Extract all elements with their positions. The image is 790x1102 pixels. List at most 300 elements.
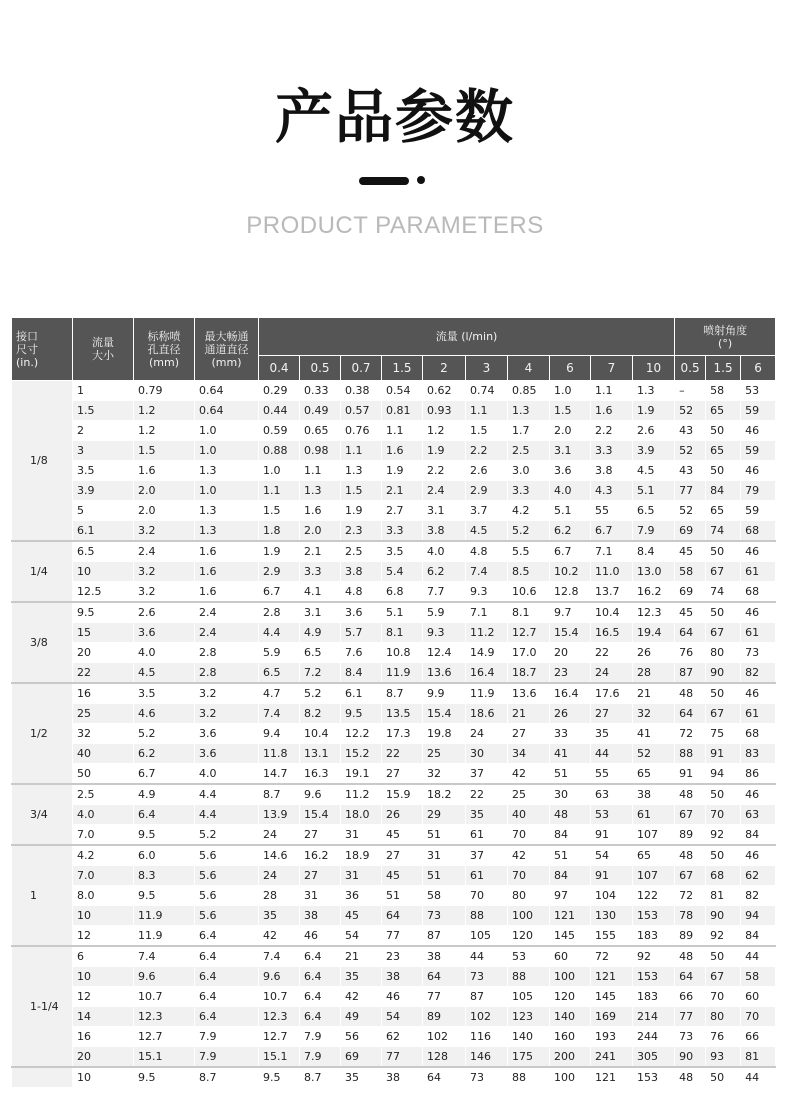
table-cell: 5.9: [259, 643, 300, 663]
table-cell: 16: [73, 683, 134, 704]
table-cell: 88: [675, 744, 706, 764]
table-cell: 140: [550, 1007, 591, 1027]
table-cell: 10: [73, 562, 134, 582]
table-cell: 8.4: [633, 541, 675, 562]
table-row: [12, 461, 776, 481]
table-cell: 29: [423, 805, 466, 825]
table-cell: 63: [741, 805, 776, 825]
table-cell: 77: [675, 481, 706, 501]
page-title: 产品参数: [274, 83, 515, 151]
table-cell: 2.3: [341, 521, 382, 542]
table-row: [12, 1007, 776, 1027]
table-cell: 74: [706, 582, 741, 603]
table-cell: 1.3: [300, 481, 341, 501]
table-cell: 35: [341, 1067, 382, 1088]
table-cell: 50: [706, 683, 741, 704]
size-cell: 1-1/4: [12, 946, 73, 1067]
table-cell: 58: [706, 381, 741, 401]
table-cell: 0.88: [259, 441, 300, 461]
table-cell: 0.54: [382, 381, 423, 401]
table-cell: 69: [675, 582, 706, 603]
table-cell: 13.7: [591, 582, 633, 603]
header-nominal-orifice-text: 标称喷 孔直径 (mm): [147, 329, 181, 369]
table-cell: 87: [423, 926, 466, 947]
table-cell: 8.3: [134, 866, 195, 886]
table-cell: 6: [73, 946, 134, 967]
header-size: [12, 318, 73, 381]
table-cell: 45: [675, 602, 706, 623]
table-row: [12, 562, 776, 582]
table-cell: 58: [423, 886, 466, 906]
table-cell: 73: [423, 906, 466, 926]
table-cell: 10.7: [134, 987, 195, 1007]
table-cell: 40: [73, 744, 134, 764]
table-cell: 1.6: [195, 541, 259, 562]
table-cell: 1.3: [195, 501, 259, 521]
table-cell: 3: [73, 441, 134, 461]
table-cell: 2.0: [134, 481, 195, 501]
table-cell: 17.0: [508, 643, 550, 663]
table-cell: 6.5: [259, 663, 300, 684]
table-cell: 46: [741, 683, 776, 704]
table-cell: 2.8: [259, 602, 300, 623]
table-cell: 145: [591, 987, 633, 1007]
table-cell: 60: [741, 987, 776, 1007]
table-cell: 18.6: [466, 704, 508, 724]
table-cell: 43: [675, 461, 706, 481]
table-cell: 44: [741, 1067, 776, 1088]
table-cell: 1.0: [550, 381, 591, 401]
table-cell: 6.4: [195, 926, 259, 947]
table-cell: 27: [300, 866, 341, 886]
table-cell: 78: [675, 906, 706, 926]
table-row: [12, 744, 776, 764]
table-cell: 51: [423, 866, 466, 886]
table-cell: 7.9: [300, 1027, 341, 1047]
table-cell: 69: [341, 1047, 382, 1068]
table-cell: 91: [591, 866, 633, 886]
table-row: [12, 602, 776, 623]
table-cell: 10.2: [550, 562, 591, 582]
table-cell: 4.0: [73, 805, 134, 825]
table-cell: 90: [706, 906, 741, 926]
table-cell: 1.6: [300, 501, 341, 521]
table-cell: 91: [675, 764, 706, 785]
table-cell: 50: [706, 421, 741, 441]
table-cell: 9.5: [134, 1067, 195, 1088]
table-cell: 6.7: [134, 764, 195, 785]
table-cell: 90: [706, 663, 741, 684]
table-cell: 5.2: [508, 521, 550, 542]
table-cell: 66: [675, 987, 706, 1007]
table-cell: 22: [466, 784, 508, 805]
table-cell: 140: [508, 1027, 550, 1047]
table-cell: 46: [741, 541, 776, 562]
table-cell: 9.7: [550, 602, 591, 623]
table-cell: 50: [706, 784, 741, 805]
table-cell: 6.4: [300, 946, 341, 967]
table-cell: 5.2: [300, 683, 341, 704]
table-cell: 35: [259, 906, 300, 926]
table-cell: 31: [341, 866, 382, 886]
table-cell: 40: [508, 805, 550, 825]
table-cell: 46: [300, 926, 341, 947]
table-cell: 9.4: [259, 724, 300, 744]
table-cell: 1.1: [259, 481, 300, 501]
table-cell: 18.9: [341, 845, 382, 866]
table-cell: 26: [382, 805, 423, 825]
table-cell: 6.5: [73, 541, 134, 562]
header-pressure-9: 10: [633, 356, 675, 381]
table-cell: 87: [466, 987, 508, 1007]
table-cell: 3.8: [423, 521, 466, 542]
table-cell: 6.2: [134, 744, 195, 764]
table-cell: 1.6: [591, 401, 633, 421]
table-cell: 0.76: [341, 421, 382, 441]
table-cell: –: [675, 381, 706, 401]
size-cell: 3/4: [12, 784, 73, 845]
table-row: [12, 886, 776, 906]
table-cell: 24: [466, 724, 508, 744]
table-cell: 3.6: [134, 623, 195, 643]
table-cell: 46: [741, 845, 776, 866]
table-cell: 42: [508, 845, 550, 866]
table-cell: 4.5: [633, 461, 675, 481]
table-cell: 68: [706, 866, 741, 886]
table-cell: 14: [73, 1007, 134, 1027]
table-cell: 64: [423, 967, 466, 987]
table-cell: 68: [741, 724, 776, 744]
table-row: [12, 866, 776, 886]
table-cell: 2.2: [591, 421, 633, 441]
table-cell: 2.8: [195, 643, 259, 663]
table-cell: 28: [259, 886, 300, 906]
table-cell: 10.7: [259, 987, 300, 1007]
table-cell: 7.1: [591, 541, 633, 562]
table-cell: 35: [466, 805, 508, 825]
table-cell: 1.2: [134, 401, 195, 421]
table-cell: 3.1: [423, 501, 466, 521]
table-cell: 0.93: [423, 401, 466, 421]
table-cell: 4.0: [134, 643, 195, 663]
table-cell: 2.9: [259, 562, 300, 582]
table-cell: 12.7: [134, 1027, 195, 1047]
table-cell: 50: [73, 764, 134, 785]
table-cell: 42: [259, 926, 300, 947]
table-cell: 12.5: [73, 582, 134, 603]
table-cell: 1.3: [195, 461, 259, 481]
table-cell: 64: [423, 1067, 466, 1088]
table-cell: 1.1: [300, 461, 341, 481]
header-flow-size: [73, 318, 134, 381]
table-cell: 13.1: [300, 744, 341, 764]
table-cell: 128: [423, 1047, 466, 1068]
table-cell: 9.9: [423, 683, 466, 704]
table-cell: 7.9: [633, 521, 675, 542]
table-cell: 35: [341, 967, 382, 987]
table-cell: 86: [741, 764, 776, 785]
table-cell: 7.4: [134, 946, 195, 967]
table-cell: 11.9: [466, 683, 508, 704]
table-cell: 3.2: [134, 521, 195, 542]
table-cell: 48: [675, 845, 706, 866]
table-cell: 0.44: [259, 401, 300, 421]
table-cell: 6.4: [195, 1007, 259, 1027]
table-cell: 32: [73, 724, 134, 744]
table-cell: 31: [300, 886, 341, 906]
table-row: [12, 825, 776, 846]
table-cell: 16.3: [300, 764, 341, 785]
table-cell: 26: [550, 704, 591, 724]
table-cell: 6.4: [300, 967, 341, 987]
table-cell: 1.6: [195, 562, 259, 582]
table-cell: 18.0: [341, 805, 382, 825]
table-cell: 3.6: [195, 724, 259, 744]
table-cell: 6.4: [134, 805, 195, 825]
table-cell: 67: [706, 623, 741, 643]
table-row: [12, 381, 776, 401]
table-cell: 16.4: [550, 683, 591, 704]
table-cell: 10.4: [591, 602, 633, 623]
table-cell: 7.0: [73, 866, 134, 886]
table-cell: 48: [675, 784, 706, 805]
table-cell: 81: [741, 1047, 776, 1068]
table-cell: 7.1: [466, 602, 508, 623]
table-cell: 84: [550, 866, 591, 886]
table-cell: 160: [550, 1027, 591, 1047]
table-cell: 52: [675, 501, 706, 521]
table-cell: 2.2: [423, 461, 466, 481]
table-cell: 169: [591, 1007, 633, 1027]
table-cell: 4.1: [300, 582, 341, 603]
table-cell: 3.3: [591, 441, 633, 461]
table-row: [12, 623, 776, 643]
table-cell: 6.4: [195, 987, 259, 1007]
table-cell: 54: [591, 845, 633, 866]
table-cell: 31: [423, 845, 466, 866]
table-cell: 84: [741, 926, 776, 947]
table-cell: 12.3: [259, 1007, 300, 1027]
table-cell: 1.5: [259, 501, 300, 521]
table-cell: 64: [675, 623, 706, 643]
table-cell: 2.0: [550, 421, 591, 441]
table-cell: 244: [633, 1027, 675, 1047]
table-row: [12, 845, 776, 866]
table-cell: 46: [741, 602, 776, 623]
table-row: [12, 1047, 776, 1068]
table-row: [12, 401, 776, 421]
table-cell: 2.6: [466, 461, 508, 481]
table-cell: 102: [466, 1007, 508, 1027]
table-cell: 175: [508, 1047, 550, 1068]
header-angle-pressure-0: 0.5: [675, 356, 706, 381]
table-cell: 0.98: [300, 441, 341, 461]
table-cell: 3.1: [300, 602, 341, 623]
table-cell: 72: [675, 724, 706, 744]
table-cell: 46: [382, 987, 423, 1007]
table-cell: 52: [675, 441, 706, 461]
table-cell: 80: [508, 886, 550, 906]
table-cell: 2.4: [195, 623, 259, 643]
table-cell: 64: [675, 704, 706, 724]
table-cell: 10.6: [508, 582, 550, 603]
table-cell: 6.7: [550, 541, 591, 562]
table-cell: 61: [741, 562, 776, 582]
table-cell: 6.2: [550, 521, 591, 542]
table-cell: 0.64: [195, 401, 259, 421]
table-cell: 155: [591, 926, 633, 947]
table-cell: 9.5: [341, 704, 382, 724]
table-cell: 5.7: [341, 623, 382, 643]
table-cell: 24: [259, 866, 300, 886]
table-cell: 7.9: [300, 1047, 341, 1068]
table-cell: 46: [741, 461, 776, 481]
table-row: [12, 501, 776, 521]
table-cell: 70: [706, 805, 741, 825]
table-cell: 84: [741, 825, 776, 846]
table-cell: 67: [706, 562, 741, 582]
header-angle-pressure-1: 1.5: [706, 356, 741, 381]
table-cell: 15: [73, 623, 134, 643]
table-cell: 68: [741, 582, 776, 603]
table-cell: 58: [675, 562, 706, 582]
header-max-passage: [195, 318, 259, 381]
table-row: [12, 441, 776, 461]
table-cell: 45: [382, 866, 423, 886]
table-cell: 6.4: [195, 946, 259, 967]
table-cell: 2.5: [73, 784, 134, 805]
table-cell: 82: [741, 886, 776, 906]
table-cell: 9.5: [73, 602, 134, 623]
table-cell: 1.2: [423, 421, 466, 441]
table-cell: 2.4: [195, 602, 259, 623]
table-cell: 20: [550, 643, 591, 663]
table-cell: 65: [706, 401, 741, 421]
table-cell: 46: [741, 784, 776, 805]
table-cell: 55: [591, 764, 633, 785]
table-row: [12, 724, 776, 744]
table-cell: 22: [73, 663, 134, 684]
header-pressure-1: 0.5: [300, 356, 341, 381]
table-cell: 14.6: [259, 845, 300, 866]
table-cell: 54: [341, 926, 382, 947]
table-cell: 59: [741, 441, 776, 461]
table-cell: 6.1: [73, 521, 134, 542]
table-cell: 3.2: [195, 683, 259, 704]
header-pressure-2: 0.7: [341, 356, 382, 381]
table-cell: 5.6: [195, 845, 259, 866]
table-cell: 7.9: [195, 1047, 259, 1068]
table-cell: 52: [675, 401, 706, 421]
table-row: [12, 541, 776, 562]
table-cell: 9.6: [259, 967, 300, 987]
table-cell: 5.9: [423, 602, 466, 623]
table-cell: 2.0: [134, 501, 195, 521]
table-cell: 4.9: [134, 784, 195, 805]
table-cell: 12: [73, 926, 134, 947]
table-cell: 3.5: [382, 541, 423, 562]
table-cell: 9.3: [423, 623, 466, 643]
table-cell: 6.2: [423, 562, 466, 582]
table-cell: 8.1: [382, 623, 423, 643]
table-cell: 13.5: [382, 704, 423, 724]
table-cell: 20: [73, 643, 134, 663]
table-cell: 11.9: [134, 906, 195, 926]
table-cell: 70: [508, 825, 550, 846]
table-cell: 7.0: [73, 825, 134, 846]
table-cell: 13.9: [259, 805, 300, 825]
table-cell: 50: [706, 461, 741, 481]
table-cell: 22: [382, 744, 423, 764]
table-cell: 89: [423, 1007, 466, 1027]
table-cell: 65: [633, 764, 675, 785]
table-cell: 1.1: [341, 441, 382, 461]
table-cell: 2.1: [382, 481, 423, 501]
table-cell: 3.2: [134, 582, 195, 603]
table-cell: 1.5: [341, 481, 382, 501]
table-cell: 18.2: [423, 784, 466, 805]
parameters-table-container: [11, 317, 775, 1084]
table-cell: 92: [706, 825, 741, 846]
table-cell: 36: [341, 886, 382, 906]
table-cell: 0.74: [466, 381, 508, 401]
table-cell: 104: [591, 886, 633, 906]
table-cell: 183: [633, 987, 675, 1007]
table-cell: 1.0: [195, 441, 259, 461]
table-cell: 91: [706, 744, 741, 764]
table-cell: 1.5: [466, 421, 508, 441]
table-cell: 70: [466, 886, 508, 906]
table-cell: 45: [341, 906, 382, 926]
table-cell: 16.2: [633, 582, 675, 603]
table-cell: 67: [706, 967, 741, 987]
table-cell: 6.5: [300, 643, 341, 663]
size-cell: [12, 1067, 73, 1088]
table-cell: 93: [706, 1047, 741, 1068]
table-cell: 28: [633, 663, 675, 684]
page-subtitle: PRODUCT PARAMETERS: [246, 212, 544, 239]
table-cell: 27: [300, 825, 341, 846]
table-cell: 0.33: [300, 381, 341, 401]
table-cell: 5.6: [195, 866, 259, 886]
table-cell: 11.0: [591, 562, 633, 582]
table-cell: 153: [633, 967, 675, 987]
table-cell: 30: [550, 784, 591, 805]
table-cell: 21: [508, 704, 550, 724]
parameters-body: [12, 381, 776, 1088]
table-cell: 19.1: [341, 764, 382, 785]
size-cell: 3/8: [12, 602, 73, 683]
table-cell: 145: [550, 926, 591, 947]
table-cell: 1.1: [591, 381, 633, 401]
table-cell: 23: [382, 946, 423, 967]
table-cell: 90: [675, 1047, 706, 1068]
table-cell: 4.5: [466, 521, 508, 542]
table-cell: 45: [382, 825, 423, 846]
table-cell: 2.6: [134, 602, 195, 623]
table-cell: 42: [341, 987, 382, 1007]
table-cell: 120: [550, 987, 591, 1007]
table-row: [12, 704, 776, 724]
header-pressure-5: 3: [466, 356, 508, 381]
table-cell: 58: [741, 967, 776, 987]
table-cell: 13.6: [508, 683, 550, 704]
table-cell: 5.2: [134, 724, 195, 744]
table-cell: 51: [550, 764, 591, 785]
table-cell: 7.4: [259, 946, 300, 967]
table-cell: 67: [706, 704, 741, 724]
table-cell: 37: [466, 764, 508, 785]
